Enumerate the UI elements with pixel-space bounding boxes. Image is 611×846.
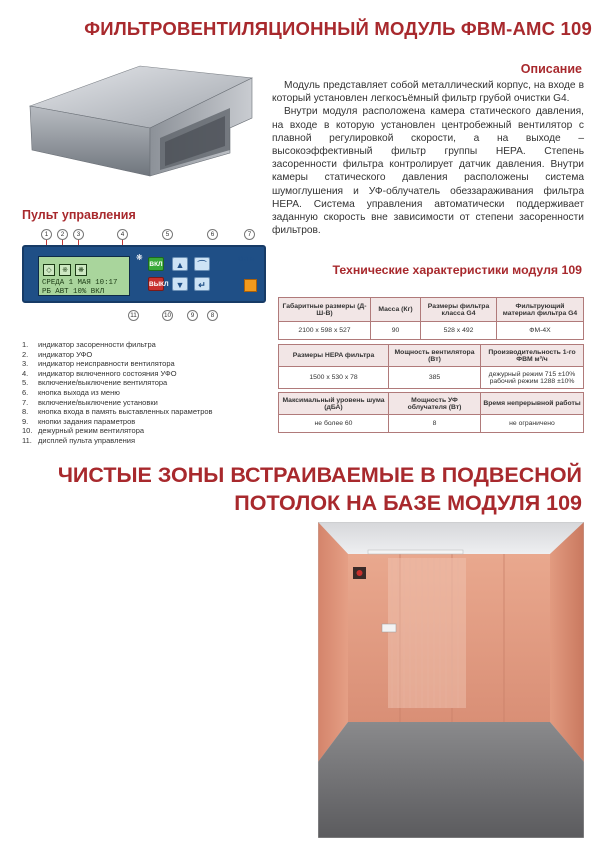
table-header: Масса (Кг) xyxy=(371,298,421,322)
callout-4: 4 xyxy=(117,229,128,240)
clean-room-photo xyxy=(318,522,584,838)
legend-text: индикатор УФО xyxy=(38,349,93,359)
legend-text: дисплей пульта управления xyxy=(38,435,136,445)
table-header: Габаритные размеры (Д-Ш-В) xyxy=(279,298,371,322)
legend-item xyxy=(22,369,213,379)
legend-text: дежурный режим вентилятора xyxy=(38,426,145,436)
clean-zones-heading-line-2: ПОТОЛОК НА БАЗЕ МОДУЛЯ 109 xyxy=(234,491,582,515)
control-panel xyxy=(22,245,266,303)
uv-indicator: ※ xyxy=(59,264,71,276)
legend-item xyxy=(22,378,213,388)
legend-text: индикатор неисправности вентилятора xyxy=(38,359,175,369)
table-cell: 528 х 492 xyxy=(421,322,497,340)
page-title: ФИЛЬТРОВЕНТИЛЯЦИОННЫЙ МОДУЛЬ ФВМ-АМС 109 xyxy=(84,18,592,39)
callout-9: 9 xyxy=(187,310,198,321)
specs-table-2 xyxy=(278,344,584,389)
standby-button[interactable]: ВЫКЛ xyxy=(148,277,164,291)
legend-num: 11. xyxy=(22,435,32,445)
table-cell: дежурный режим 715 ±10% рабочий режим 1288 ±10% xyxy=(481,367,584,389)
down-arrow-button[interactable]: ▼ xyxy=(172,277,188,291)
clean-zones-heading xyxy=(0,461,582,517)
display-line-2: РБ АВТ 10% ВКЛ xyxy=(42,288,105,296)
legend-num: 10. xyxy=(22,426,33,436)
table-cell: 2100 х 598 х 527 xyxy=(279,322,371,340)
legend-item xyxy=(22,436,213,446)
fan-fault-indicator: ❋ xyxy=(75,264,87,276)
display-line-1: СРЕДА 1 МАЯ 10:17 xyxy=(42,279,118,287)
table-header: Размеры HEPA фильтра xyxy=(279,345,389,367)
fan-icon: ❋ xyxy=(136,253,143,262)
fan-on-button[interactable]: ВКЛ xyxy=(148,257,164,271)
description-paragraph: Внутри модуля расположена камера статического давления, на входе в которую установлен центробежный вентилятор с плавной регулировкой скорости, а на выходе – высокоэффективный фильтр группы HEPA. Степень засоренности фильтра контролирует датчик давления. Внутри камеры статического давления расположены система шумоглушения и УФ-облучатель обеззараживания фильтра HEPA. Система управления автоматически поддерживает заданную скорость вне зависимости от степени засоренности фильтров. xyxy=(272,106,584,237)
legend-num: 3. xyxy=(22,359,29,369)
specs-table-1 xyxy=(278,297,584,340)
clean-zones-heading-line-1: ЧИСТЫЕ ЗОНЫ ВСТРАИВАЕМЫЕ В ПОДВЕСНОЙ xyxy=(57,463,582,487)
legend-num: 5. xyxy=(22,378,29,388)
table-cell: не более 60 xyxy=(279,415,389,433)
table-header: Мощность УФ облучателя (Вт) xyxy=(389,393,481,415)
callout-3: 3 xyxy=(73,229,84,240)
power-button[interactable] xyxy=(244,279,257,292)
legend-text: индикатор включенного состояния УФО xyxy=(38,368,177,378)
callout-5: 5 xyxy=(162,229,173,240)
legend-item xyxy=(22,407,213,417)
callout-10: 10 xyxy=(163,312,171,319)
legend-text: включение/выключение установки xyxy=(38,397,158,407)
description-heading: Описание xyxy=(520,62,582,76)
table-header: Размеры фильтра класса G4 xyxy=(421,298,497,322)
table-cell: 385 xyxy=(389,367,481,389)
legend-text: кнопка выхода из меню xyxy=(38,387,120,397)
legend-text: кнопка входа в память выставленных параметров xyxy=(38,407,213,417)
description-paragraph: Модуль представляет собой металлический корпус, на входе в который установлен легкосъёмный фильтр грубой очистки G4. xyxy=(272,80,584,105)
callout-6: 6 xyxy=(207,229,218,240)
callout-7: 7 xyxy=(244,229,255,240)
legend-item xyxy=(22,359,213,369)
legend-num: 9. xyxy=(22,416,29,426)
callout-8: 8 xyxy=(207,310,218,321)
legend-text: индикатор засоренности фильтра xyxy=(38,340,156,349)
legend-text: кнопки задания параметров xyxy=(38,416,136,426)
table-cell: не ограничено xyxy=(481,415,584,433)
table-cell: 8 xyxy=(389,415,481,433)
module-illustration xyxy=(20,58,270,193)
legend-text: включение/выключение вентилятора xyxy=(38,378,168,388)
legend-num: 8. xyxy=(22,407,29,417)
table-cell: 90 xyxy=(371,322,421,340)
control-panel-legend xyxy=(22,340,213,446)
legend-num: 2. xyxy=(22,349,29,359)
table-cell: 1500 х 530 х 78 xyxy=(279,367,389,389)
table-cell: ФМ-4Х xyxy=(497,322,584,340)
legend-num: 6. xyxy=(22,387,29,397)
specs-heading: Технические характеристики модуля 109 xyxy=(332,263,582,277)
specs-table-3 xyxy=(278,392,584,433)
exit-menu-button[interactable]: ⌒ xyxy=(194,257,210,271)
legend-num: 4. xyxy=(22,368,29,378)
legend-num: 1. xyxy=(22,340,29,349)
panel-display xyxy=(38,256,130,296)
callout-2: 2 xyxy=(57,229,68,240)
legend-item xyxy=(22,417,213,427)
legend-item xyxy=(22,350,213,360)
table-header: Мощность вентилятора (Вт) xyxy=(389,345,481,367)
table-header: Время непрерывной работы xyxy=(481,393,584,415)
table-header: Производительность 1-го ФВМ м³/ч xyxy=(481,345,584,367)
filter-indicator: ◇ xyxy=(43,264,55,276)
up-arrow-button[interactable]: ▲ xyxy=(172,257,188,271)
table-header: Максимальный уровень шума (дБА) xyxy=(279,393,389,415)
legend-item xyxy=(22,340,213,350)
legend-num: 7. xyxy=(22,397,29,407)
callout-11: 11 xyxy=(128,310,139,321)
callout-1: 1 xyxy=(41,229,52,240)
legend-item xyxy=(22,388,213,398)
control-panel-heading: Пульт управления xyxy=(22,208,136,222)
enter-memory-button[interactable]: ↵ xyxy=(194,277,210,291)
legend-item xyxy=(22,398,213,408)
description-text xyxy=(272,79,584,237)
net-label: СЕТЬ xyxy=(238,257,255,263)
table-header: Фильтрующий материал фильтра G4 xyxy=(497,298,584,322)
legend-item xyxy=(22,426,213,436)
